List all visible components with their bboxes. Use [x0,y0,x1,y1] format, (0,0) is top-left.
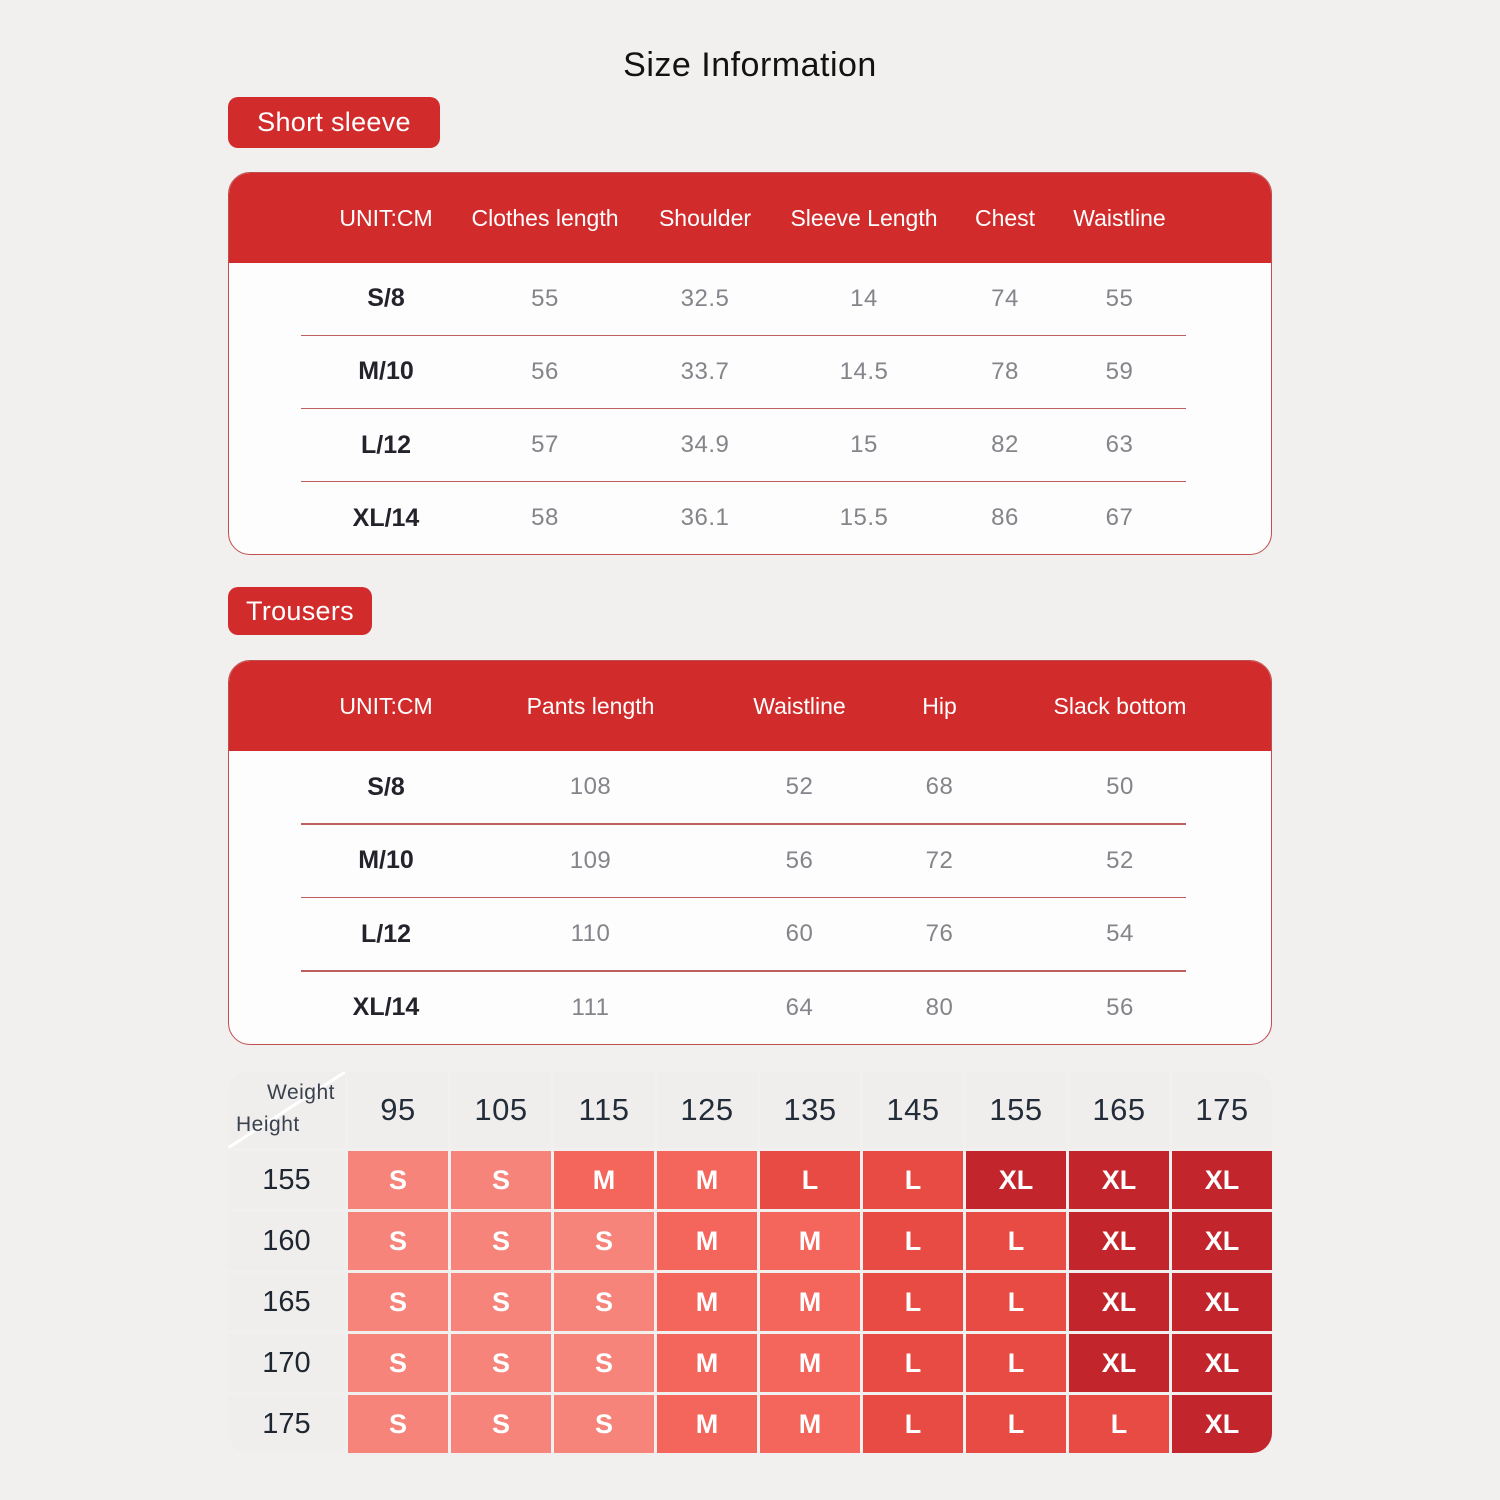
measurement-value: 64 [785,993,814,1021]
size-cell: S [348,1151,448,1209]
size-cell: L [760,1151,860,1209]
table-row [229,825,1271,897]
size-cell: S [348,1395,448,1453]
weight-axis-label: Weight [267,1081,335,1104]
size-cell: XL [1069,1151,1169,1209]
height-header-cell: 165 [228,1273,345,1331]
column-header: Hip [922,692,957,719]
short-sleeve-table-header [229,173,1271,263]
size-cell: S [348,1273,448,1331]
size-cell: M [657,1212,757,1270]
measurement-value: 86 [991,504,1019,532]
size-cell: L [863,1151,963,1209]
measurement-value: 76 [925,920,954,948]
measurement-value: 55 [531,284,559,312]
size-cell: S [554,1334,654,1392]
column-header: Sleeve Length [790,204,938,231]
height-header-cell: 160 [228,1212,345,1270]
measurement-value: 14 [850,284,878,312]
size-label: XL/14 [352,503,420,532]
size-label: S/8 [367,772,405,801]
table-row [229,751,1271,823]
size-cell: S [451,1212,551,1270]
size-cell: S [451,1273,551,1331]
size-cell: S [451,1334,551,1392]
short-sleeve-table-body [229,263,1271,554]
size-cell: M [760,1395,860,1453]
size-cell: XL [1069,1212,1169,1270]
size-cell: L [863,1273,963,1331]
size-label: M/10 [358,846,414,875]
measurement-value: 74 [991,284,1019,312]
measurement-value: 32.5 [680,284,730,312]
size-cell: M [760,1273,860,1331]
measurement-value: 82 [991,431,1019,459]
size-cell: XL [1172,1395,1272,1453]
size-cell: S [554,1212,654,1270]
size-cell: L [966,1395,1066,1453]
size-label: L/12 [360,430,412,459]
page-title: Size Information [623,46,877,84]
weight-header-cell: 95 [348,1072,448,1148]
size-cell: XL [1069,1334,1169,1392]
weight-header-cell: 105 [451,1072,551,1148]
size-cell: L [966,1273,1066,1331]
measurement-value: 109 [569,846,612,874]
trousers-badge [228,587,372,635]
column-header: Chest [974,204,1036,231]
size-cell: XL [1172,1212,1272,1270]
weight-header-cell: 145 [863,1072,963,1148]
size-cell: XL [1069,1273,1169,1331]
height-header-cell: 175 [228,1395,345,1453]
measurement-value: 78 [991,357,1019,385]
size-cell: M [760,1334,860,1392]
weight-header-cell: 175 [1172,1072,1272,1148]
size-cell: S [451,1395,551,1453]
height-axis-label: Height [236,1113,300,1136]
size-cell: M [657,1334,757,1392]
size-cell: XL [1172,1273,1272,1331]
column-header: Pants length [526,692,655,719]
measurement-value: 55 [1105,284,1134,312]
size-cell: L [863,1395,963,1453]
size-cell: M [657,1273,757,1331]
size-cell: L [863,1334,963,1392]
measurement-value: 54 [1106,920,1134,948]
short-sleeve-badge [228,97,440,148]
measurement-value: 36.1 [680,504,730,532]
size-cell: S [348,1212,448,1270]
size-cell: M [657,1395,757,1453]
weight-header-cell: 135 [760,1072,860,1148]
size-label: M/10 [358,357,414,386]
size-cell: L [1069,1395,1169,1453]
height-header-cell: 170 [228,1334,345,1392]
trousers-size-table [228,660,1272,1045]
measurement-value: 80 [925,993,954,1021]
measurement-value: 59 [1105,357,1134,385]
size-cell: L [966,1334,1066,1392]
weight-header-cell: 125 [657,1072,757,1148]
measurement-value: 56 [531,357,559,385]
short-sleeve-badge-label: Short sleeve [257,107,411,137]
measurement-value: 33.7 [680,357,730,385]
table-row [229,482,1271,554]
matrix-corner-cell [228,1072,345,1148]
measurement-value: 15.5 [839,504,889,532]
column-header: Clothes length [471,204,619,231]
size-cell: M [657,1151,757,1209]
size-cell: S [554,1273,654,1331]
height-header-cell: 155 [228,1151,345,1209]
weight-header-cell: 155 [966,1072,1066,1148]
size-label: XL/14 [352,993,420,1022]
trousers-badge-label: Trousers [246,595,354,626]
weight-header-cell: 115 [554,1072,654,1148]
size-cell: S [451,1151,551,1209]
measurement-value: 52 [1106,846,1134,874]
height-weight-size-matrix [228,1072,1272,1453]
size-label: L/12 [360,919,412,948]
measurement-value: 72 [925,846,954,874]
size-cell: XL [1172,1151,1272,1209]
measurement-value: 67 [1105,504,1134,532]
trousers-table-header [229,661,1271,751]
table-row [229,263,1271,335]
measurement-value: 60 [785,920,814,948]
size-cell: L [966,1212,1066,1270]
measurement-value: 58 [531,504,559,532]
size-cell: M [554,1151,654,1209]
trousers-table-body [229,751,1271,1044]
measurement-value: 111 [571,993,610,1021]
column-header: Waistline [1073,204,1166,231]
size-cell: S [554,1395,654,1453]
column-header: UNIT:CM [339,692,433,719]
table-row [229,409,1271,481]
measurement-value: 108 [569,773,612,801]
size-cell: XL [1172,1334,1272,1392]
column-header: Shoulder [658,204,752,231]
measurement-value: 57 [531,431,559,459]
measurement-value: 50 [1106,773,1134,801]
measurement-value: 34.9 [680,431,730,459]
measurement-value: 110 [570,920,611,948]
measurement-value: 52 [785,773,814,801]
measurement-value: 14.5 [839,357,889,385]
size-cell: L [863,1212,963,1270]
column-header: Slack bottom [1053,692,1187,719]
measurement-value: 56 [785,846,814,874]
measurement-value: 56 [1106,993,1134,1021]
table-row [229,972,1271,1044]
measurement-value: 68 [925,773,954,801]
short-sleeve-size-table [228,172,1272,555]
size-label: S/8 [367,284,405,313]
weight-header-cell: 165 [1069,1072,1169,1148]
measurement-value: 63 [1105,431,1134,459]
size-cell: XL [966,1151,1066,1209]
size-cell: M [760,1212,860,1270]
column-header: UNIT:CM [339,204,433,231]
table-row [229,898,1271,970]
size-cell: S [348,1334,448,1392]
column-header: Waistline [753,692,846,719]
table-row [229,336,1271,408]
measurement-value: 15 [850,431,878,459]
